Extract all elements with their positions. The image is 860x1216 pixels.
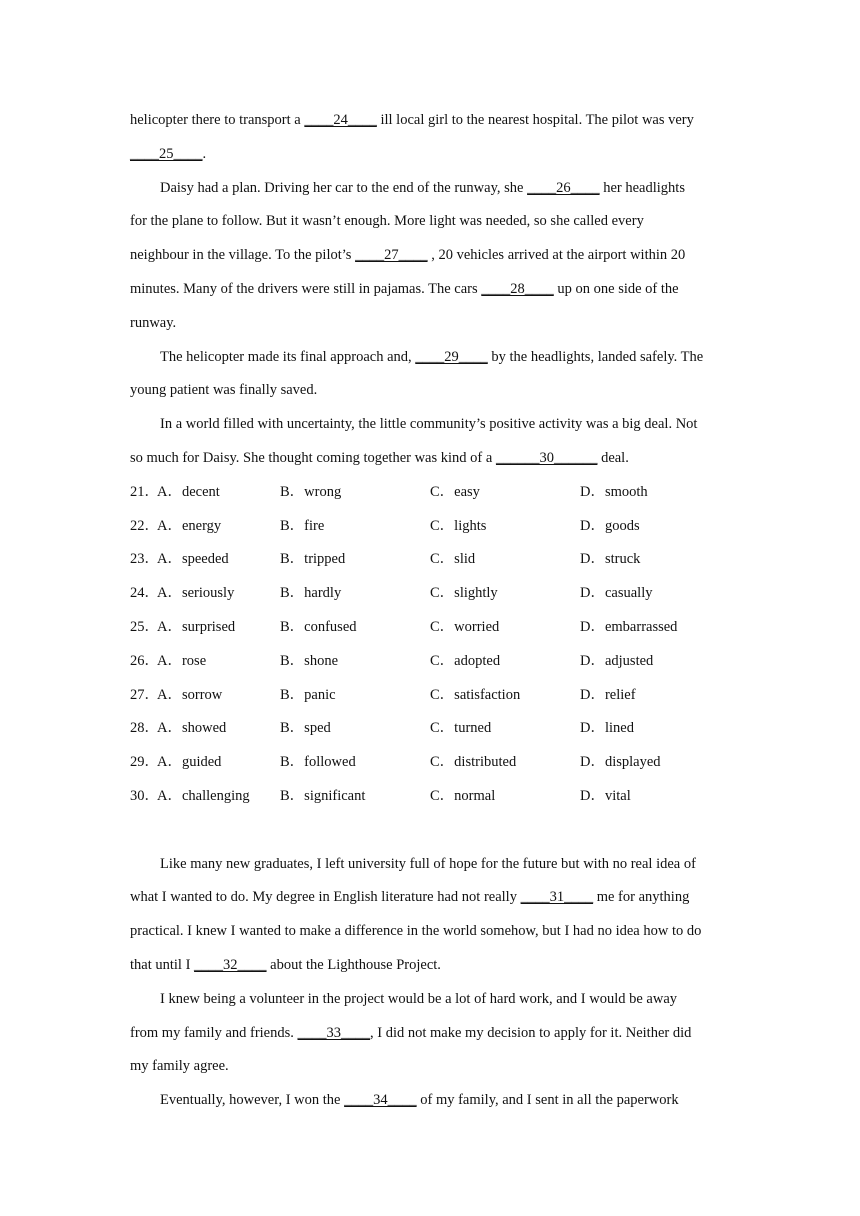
text-run: I knew being a volunteer in the project would be a lot of hard work, and I would be away <box>160 990 678 1007</box>
text-run: deal. <box>597 449 629 466</box>
option-b: B．hardly <box>280 585 342 602</box>
question-row <box>130 543 730 577</box>
section-gap <box>130 814 730 848</box>
option-d: D．struck <box>580 551 641 568</box>
text-line <box>130 983 730 1017</box>
option-a: A．seriously <box>157 585 235 602</box>
question-row <box>130 746 730 780</box>
text-run: her headlights <box>599 179 685 196</box>
text-line <box>130 172 730 206</box>
passage-one <box>130 104 730 476</box>
text-run: Eventually, however, I won the <box>160 1092 345 1109</box>
text-run: what I wanted to do. My degree in English literature had not really <box>130 889 521 906</box>
text-run: ill local girl to the nearest hospital. The pilot was very <box>376 112 694 128</box>
text-run: me for anything <box>593 889 690 906</box>
text-line <box>130 104 730 138</box>
question-row <box>130 510 730 544</box>
answer-blank: ____29____ <box>415 348 488 365</box>
text-run: . <box>202 145 207 162</box>
answer-blank: ______30______ <box>495 449 598 466</box>
text-run: that until I <box>130 956 195 973</box>
text-line <box>130 848 730 882</box>
question-number: 30． <box>130 787 159 804</box>
question-number: 26． <box>130 652 159 669</box>
option-a: A．speeded <box>157 551 229 568</box>
option-a: A．showed <box>157 720 227 737</box>
option-b: B．shone <box>280 652 338 669</box>
option-c: C．normal <box>430 787 496 804</box>
option-c: C．easy <box>430 483 480 500</box>
option-d: D．adjusted <box>580 652 654 669</box>
text-line <box>130 881 730 915</box>
text-line <box>130 1017 730 1051</box>
option-b: B．panic <box>280 686 336 703</box>
text-line <box>130 239 730 273</box>
question-number: 25． <box>130 618 159 635</box>
answer-blank: ____25____ <box>130 145 203 162</box>
option-b: B．followed <box>280 754 356 771</box>
text-line <box>130 341 730 375</box>
question-number: 23． <box>130 551 159 568</box>
text-line <box>130 273 730 307</box>
text-line <box>130 915 730 949</box>
text-run: by the headlights, landed safely. The <box>487 348 704 365</box>
text-run: helicopter there to transport a <box>130 112 305 128</box>
question-row <box>130 645 730 679</box>
text-line <box>130 374 730 408</box>
option-a: A．guided <box>157 754 222 771</box>
answer-blank: ____28____ <box>481 280 554 297</box>
text-run: In a world filled with uncertainty, the little community’s positive activity was a big deal. Not <box>160 416 698 433</box>
text-run: up on one side of the <box>553 280 679 297</box>
text-line <box>130 442 730 476</box>
answer-blank: ____33____ <box>297 1024 371 1041</box>
text-run: minutes. Many of the drivers were still in pajamas. The cars <box>130 280 482 297</box>
text-run: , I did not make my decision to apply for it. Neither did <box>370 1024 692 1041</box>
option-a: A．rose <box>157 652 207 669</box>
text-line <box>130 307 730 341</box>
option-c: C．slightly <box>430 585 498 602</box>
question-number: 24． <box>130 585 159 602</box>
option-c: C．distributed <box>430 754 517 771</box>
text-run: Like many new graduates, I left university full of hope for the future but with no real idea of <box>160 855 696 872</box>
option-d: D．goods <box>580 517 640 534</box>
text-line <box>130 408 730 442</box>
question-number: 22． <box>130 517 159 534</box>
text-run: runway. <box>130 314 177 331</box>
question-row <box>130 712 730 746</box>
option-c: C．turned <box>430 720 492 737</box>
answer-blank: ____27____ <box>355 247 428 264</box>
text-line <box>130 138 730 172</box>
text-run: for the plane to follow. But it wasn’t enough. More light was needed, so she called every <box>130 213 644 230</box>
option-c: C．worried <box>430 618 500 635</box>
question-row <box>130 577 730 611</box>
question-number: 27． <box>130 686 159 703</box>
answer-blank: ____24____ <box>304 112 377 128</box>
question-number: 21． <box>130 483 159 500</box>
option-d: D．vital <box>580 787 631 804</box>
option-a: A．energy <box>157 517 222 534</box>
option-b: B．confused <box>280 618 357 635</box>
text-run: my family agree. <box>130 1058 229 1075</box>
answer-blank: ____26____ <box>527 179 600 196</box>
option-c: C．slid <box>430 551 476 568</box>
answer-blank: ____34____ <box>344 1092 417 1109</box>
question-row <box>130 679 730 713</box>
text-run: from my family and friends. <box>130 1024 298 1041</box>
option-b: B．sped <box>280 720 331 737</box>
text-run: neighbour in the village. To the pilot’s <box>130 247 356 264</box>
text-line <box>130 949 730 983</box>
question-row <box>130 611 730 645</box>
option-c: C．lights <box>430 517 487 534</box>
text-line <box>130 1050 730 1084</box>
question-number: 29． <box>130 754 159 771</box>
text-run: young patient was finally saved. <box>130 382 318 399</box>
option-b: B．fire <box>280 517 325 534</box>
text-line <box>130 1084 730 1118</box>
option-a: A．surprised <box>157 618 236 635</box>
option-c: C．adopted <box>430 652 501 669</box>
text-line <box>130 205 730 239</box>
document-page <box>130 104 730 1118</box>
question-row <box>130 476 730 510</box>
option-d: D．embarrassed <box>580 618 678 635</box>
text-run: of my family, and I sent in all the paperwork <box>416 1092 679 1109</box>
text-run: , 20 vehicles arrived at the airport within 20 <box>427 247 686 264</box>
text-run: The helicopter made its final approach and, <box>160 348 416 365</box>
option-b: B．tripped <box>280 551 346 568</box>
answer-options <box>130 476 730 814</box>
option-b: B．wrong <box>280 483 342 500</box>
option-b: B．significant <box>280 787 366 804</box>
text-run: Daisy had a plan. Driving her car to the end of the runway, she <box>160 179 528 196</box>
text-run: about the Lighthouse Project. <box>266 956 441 973</box>
option-a: A．decent <box>157 483 220 500</box>
option-d: D．casually <box>580 585 653 602</box>
option-a: A．challenging <box>157 787 250 804</box>
answer-blank: ____31____ <box>520 889 594 906</box>
option-c: C．satisfaction <box>430 686 521 703</box>
option-d: D．relief <box>580 686 636 703</box>
option-a: A．sorrow <box>157 686 223 703</box>
question-row <box>130 780 730 814</box>
answer-blank: ____32____ <box>194 956 267 973</box>
text-run: so much for Daisy. She thought coming together was kind of a <box>130 449 496 466</box>
option-d: D．displayed <box>580 754 661 771</box>
question-number: 28． <box>130 720 159 737</box>
option-d: D．lined <box>580 720 634 737</box>
option-d: D．smooth <box>580 483 648 500</box>
text-run: practical. I knew I wanted to make a difference in the world somehow, but I had no idea how to do <box>130 923 702 940</box>
passage-two <box>130 848 730 1118</box>
